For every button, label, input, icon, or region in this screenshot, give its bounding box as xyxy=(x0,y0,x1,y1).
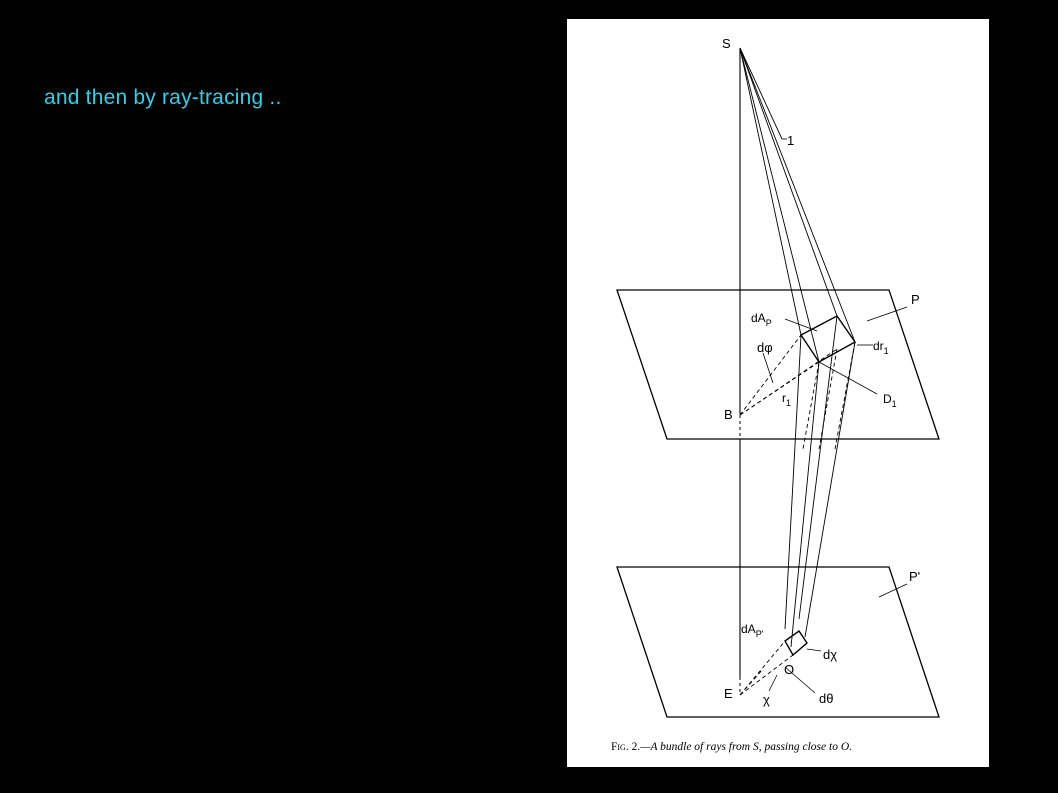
label-dchi: dχ xyxy=(823,647,838,662)
ray-diagram xyxy=(567,19,989,767)
ray-bundle-figure xyxy=(567,19,989,767)
label-r1: $r_1$ xyxy=(782,391,792,408)
label-dr1: $dr_1$ xyxy=(873,339,889,356)
label-chi: χ xyxy=(763,692,770,707)
label-o: O xyxy=(784,662,795,677)
slide-title: and then by ray-tracing .. xyxy=(44,86,282,109)
label-dap: $dA_P$ xyxy=(751,311,772,328)
label-ray-1: 1 xyxy=(787,133,795,148)
label-e: E xyxy=(724,686,733,701)
label-dphi: dφ xyxy=(757,340,773,355)
label-dtheta: dθ xyxy=(819,691,834,706)
caption-text: —A bundle of rays from S, passing close to O. xyxy=(640,741,853,753)
label-s: S xyxy=(722,36,731,51)
plane-p-prime xyxy=(617,567,939,717)
patch-dap-prime xyxy=(785,631,807,655)
label-plane-p: P xyxy=(911,292,920,307)
ray-bundle-dashed xyxy=(803,342,855,449)
label-plane-p-prime: P' xyxy=(909,569,921,584)
label-dap-prime: $dA_{P'}$ xyxy=(741,622,764,639)
label-b: B xyxy=(724,407,733,422)
label-d1: $D_1$ xyxy=(883,392,897,409)
ray-bundle-middle xyxy=(785,316,855,647)
figure-caption xyxy=(611,741,991,753)
caption-label: Fig. 2. xyxy=(611,741,641,753)
leader-lines xyxy=(763,139,907,693)
